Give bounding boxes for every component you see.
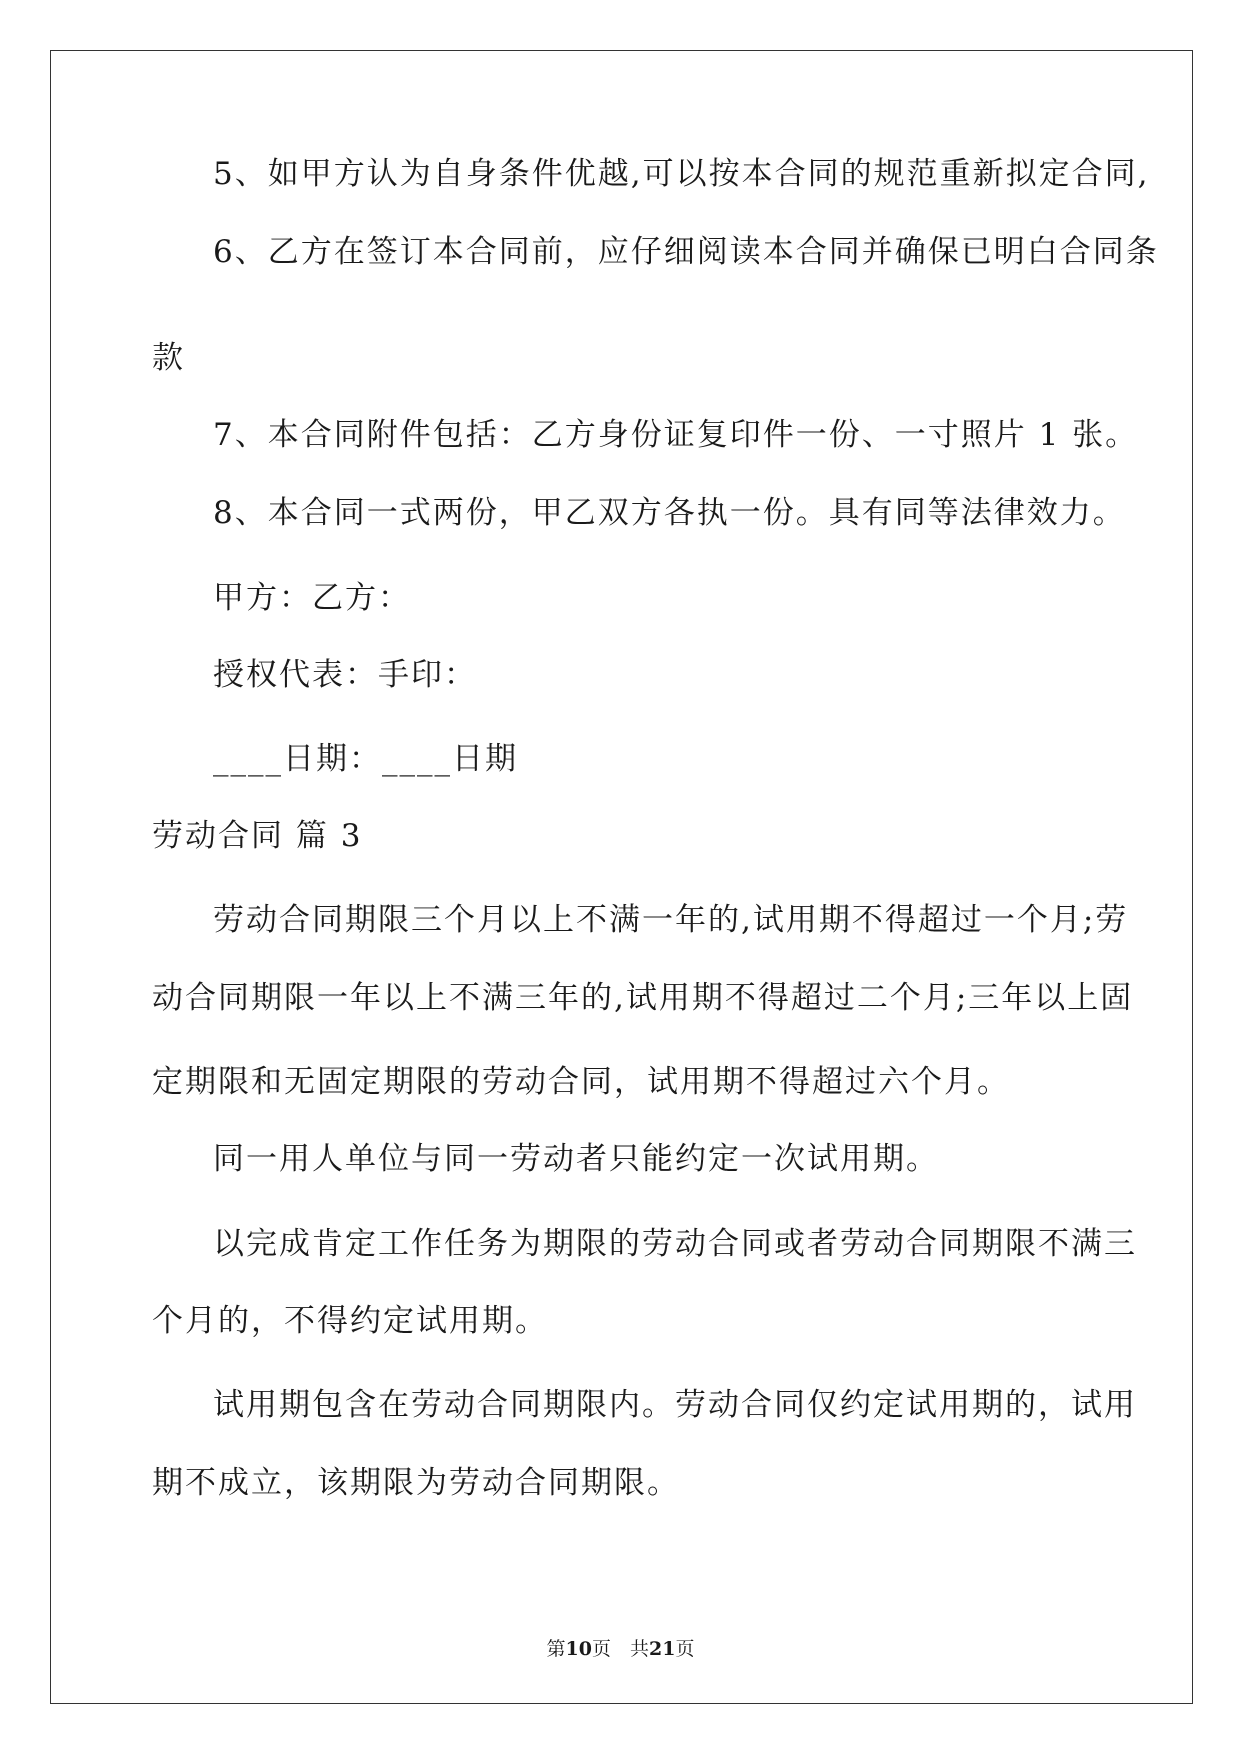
paragraph-line: 试用期包含在劳动合同期限内。劳动合同仅约定试用期的，试用 bbox=[213, 1387, 1137, 1423]
footer-prefix: 第 bbox=[546, 1638, 566, 1660]
paragraph-line: 同一用人单位与同一劳动者只能约定一次试用期。 bbox=[213, 1141, 939, 1177]
paragraph-line: 期不成立，该期限为劳动合同期限。 bbox=[152, 1465, 680, 1501]
current-page-number: 10 bbox=[565, 1638, 592, 1660]
paragraph-line: 8、本合同一式两份，甲乙双方各执一份。具有同等法律效力。 bbox=[213, 495, 1126, 531]
footer-suffix: 页 bbox=[675, 1638, 695, 1660]
paragraph-line: 5、如甲方认为自身条件优越,可以按本合同的规范重新拟定合同, bbox=[213, 156, 1150, 192]
paragraph-line: 6、乙方在签订本合同前，应仔细阅读本合同并确保已明白合同条 bbox=[213, 234, 1159, 270]
signature-parties: 甲方：乙方： bbox=[213, 580, 411, 616]
page-border bbox=[50, 50, 1193, 1704]
paragraph-line: 以完成肯定工作任务为期限的劳动合同或者劳动合同期限不满三 bbox=[213, 1226, 1137, 1262]
paragraph-line: 定期限和无固定期限的劳动合同，试用期不得超过六个月。 bbox=[152, 1064, 1010, 1100]
signature-representative: 授权代表：手印： bbox=[213, 657, 477, 693]
footer-mid: 页 共 bbox=[591, 1638, 649, 1660]
total-page-count: 21 bbox=[649, 1638, 676, 1660]
paragraph-line: 个月的，不得约定试用期。 bbox=[152, 1303, 548, 1339]
signature-date: ____日期：____日期 bbox=[213, 741, 518, 777]
paragraph-line: 7、本合同附件包括：乙方身份证复印件一份、一寸照片 1 张。 bbox=[213, 417, 1139, 453]
paragraph-line: 动合同期限一年以上不满三年的,试用期不得超过二个月;三年以上固 bbox=[152, 980, 1134, 1016]
section-heading: 劳动合同 篇 3 bbox=[152, 818, 363, 854]
paragraph-line: 劳动合同期限三个月以上不满一年的,试用期不得超过一个月;劳 bbox=[213, 902, 1129, 938]
page-footer bbox=[0, 1637, 1241, 1661]
paragraph-line: 款 bbox=[152, 340, 185, 376]
